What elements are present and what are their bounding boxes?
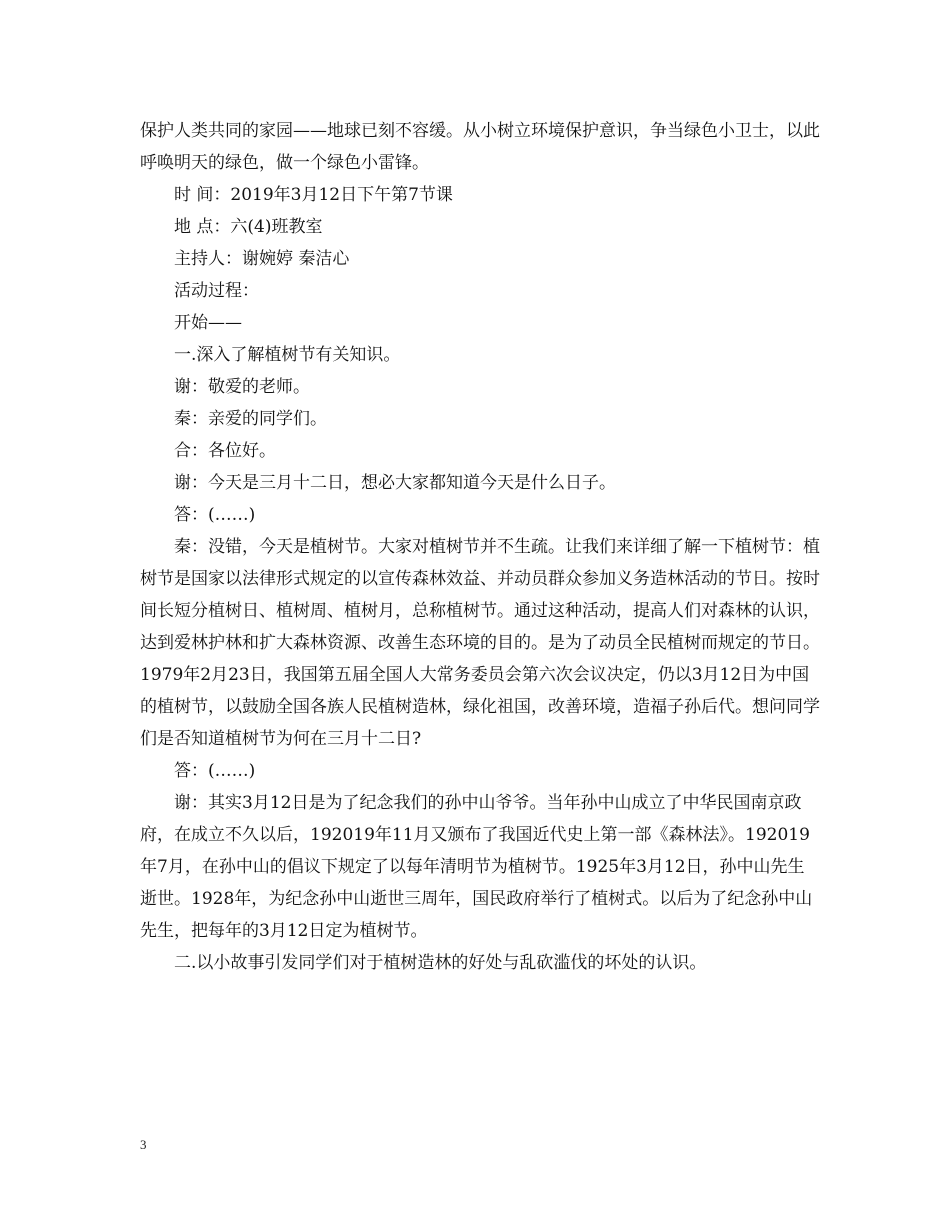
paragraph-process-heading: 活动过程：: [174, 281, 259, 301]
document-body: [140, 115, 820, 979]
dialogue-line: 谢：敬爱的老师。: [174, 377, 310, 397]
dialogue-paragraph: 谢：其实3月12日是为了纪念我们的孙中山爷爷。当年孙中山成立了中华民国南京政府，在成立不久以后，192019年11月又颁布了我国近代史上第一部《森林法》。192019年7月，在孙中山的倡议下规定了以每年清明节为植树节。1925年3月12日，孙中山先生逝世。1928年，为纪念孙中山逝世三周年，国民政府举行了植树式。以后为了纪念孙中山先生，把每年的3月12日定为植树节。: [140, 793, 813, 941]
paragraph-time: 时 间：2019年3月12日下午第7节课: [174, 185, 453, 205]
dialogue-line: 答：(……): [174, 761, 256, 781]
page-number: 3: [140, 1137, 147, 1152]
section-heading-one: 一.深入了解植树节有关知识。: [174, 345, 401, 365]
paragraph-start: 开始——: [174, 313, 242, 333]
dialogue-line: 合：各位好。: [174, 441, 276, 461]
dialogue-line: 谢：今天是三月十二日，想必大家都知道今天是什么日子。: [174, 473, 616, 493]
dialogue-line: 答：(……): [174, 505, 256, 525]
paragraph-hosts: 主持人：谢婉婷 秦洁心: [174, 249, 350, 269]
paragraph-location: 地 点：六(4)班教室: [174, 217, 323, 237]
dialogue-paragraph: 秦：没错，今天是植树节。大家对植树节并不生疏。让我们来详细了解一下植树节：植树节是国家以法律形式规定的以宣传森林效益、并动员群众参加义务造林活动的节日。按时间长短分植树日、植树周、植树月，总称植树节。通过这种活动，提高人们对森林的认识，达到爱林护林和扩大森林资源、改善生态环境的目的。是为了动员全民植树而规定的节日。1979年2月23日，我国第五届全国人大常务委员会第六次会议决定，仍以3月12日为中国的植树节，以鼓励全国各族人民植树造林，绿化祖国，改善环境，造福子孙后代。想问同学们是否知道植树节为何在三月十二日?: [140, 537, 820, 749]
dialogue-line: 秦：亲爱的同学们。: [174, 409, 327, 429]
section-heading-two: 二.以小故事引发同学们对于植树造林的好处与乱砍滥伐的坏处的认识。: [174, 953, 707, 973]
paragraph-intro-continuation: 保护人类共同的家园——地球已刻不容缓。从小树立环境保护意识，争当绿色小卫士，以此呼唤明天的绿色，做一个绿色小雷锋。: [140, 121, 820, 173]
